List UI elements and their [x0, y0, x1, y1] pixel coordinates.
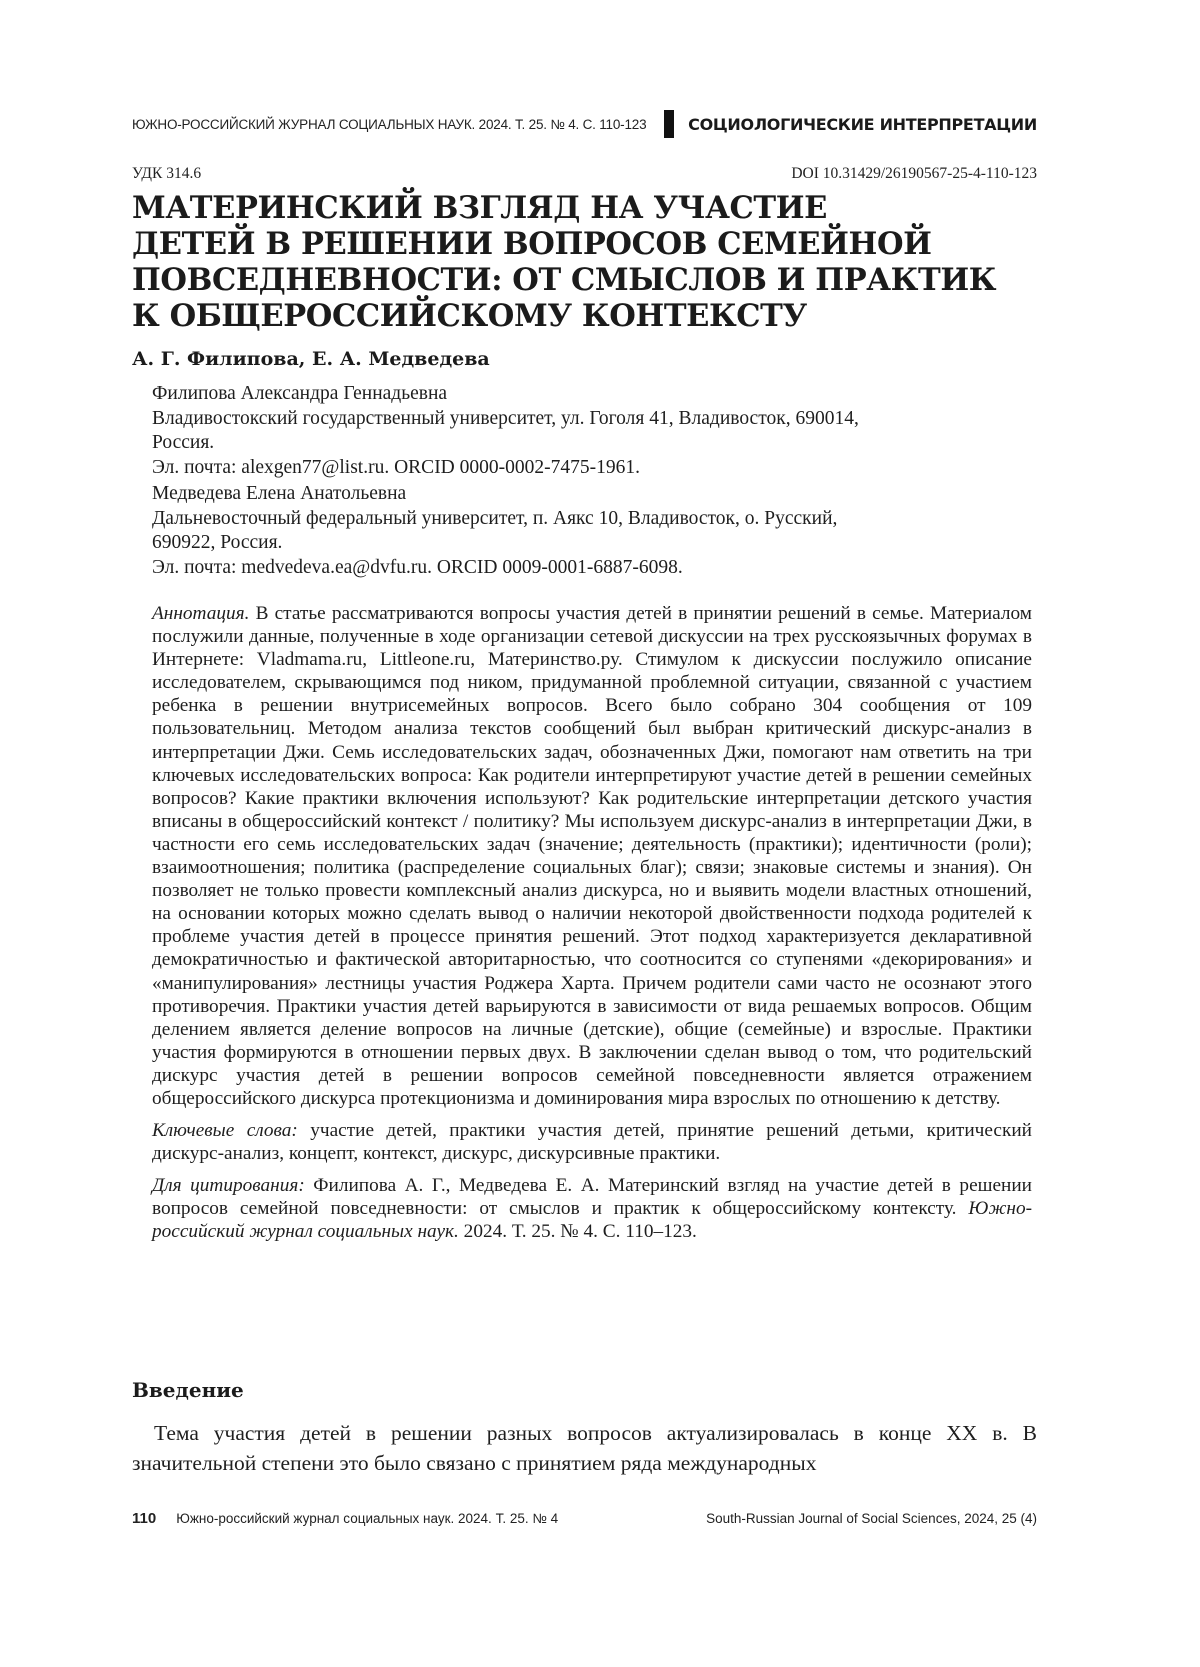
abstract	[152, 602, 1032, 1110]
title-line: МАТЕРИНСКИЙ ВЗГЛЯД НА УЧАСТИЕ	[132, 190, 827, 226]
author-full-name: Филипова Александра Геннадьевна	[152, 383, 448, 404]
keywords-text: участие детей, практики участия детей, принятие решений детьми, критический дискурс-анализ, концепт, контекст, дискурс, дискурсивные практики.	[152, 1120, 1032, 1165]
title-line: К ОБЩЕРОССИЙСКОМУ КОНТЕКСТУ	[132, 298, 807, 334]
author-contacts: Эл. почта: medvedeva.ea@dvfu.ru. ORCID 0009-0001-6887-6098.	[152, 556, 683, 578]
author-full-name: Медведева Елена Анатольевна	[152, 483, 407, 504]
citation-journal: Южно-российский журнал социальных наук.	[152, 1198, 1033, 1243]
article-title	[132, 190, 1037, 334]
abstract-label: Аннотация.	[152, 603, 250, 624]
title-line: ПОВСЕДНЕВНОСТИ: ОТ СМЫСЛОВ И ПРАКТИК	[132, 262, 997, 298]
affiliation-medvedeva	[152, 482, 1032, 580]
footer-left	[132, 1510, 558, 1527]
page-number: 110	[132, 1510, 157, 1527]
author-institution-cont: 690922, Россия.	[152, 532, 283, 553]
keywords-label: Ключевые слова:	[152, 1120, 298, 1142]
running-header-section-label: СОЦИОЛОГИЧЕСКИЕ ИНТЕРПРЕТАЦИИ	[688, 114, 1037, 134]
author-contacts: Эл. почта: alexgen77@list.ru. ORCID 0000-0002-7475-1961.	[152, 456, 640, 478]
title-line: ДЕТЕЙ В РЕШЕНИИ ВОПРОСОВ СЕМЕЙНОЙ	[132, 226, 932, 262]
footer-journal-en: South-Russian Journal of Social Sciences, 2024, 25 (4)	[706, 1511, 1037, 1526]
body-text	[132, 1418, 1037, 1478]
page-footer	[132, 1510, 1037, 1527]
citation-text: Филипова А. Г., Медведева Е. А. Материнский взгляд на участие детей в решении вопросов семейной повседневности: от смыслов и практик к общероссийскому контексту.	[152, 1175, 1032, 1220]
running-header-section	[664, 110, 1037, 138]
running-header	[132, 110, 1037, 138]
author-institution-cont: Россия.	[152, 432, 215, 453]
section-heading-introduction: Введение	[132, 1378, 244, 1402]
affiliation-filipova	[152, 382, 1032, 480]
keywords	[152, 1119, 1032, 1165]
authors: А. Г. Филипова, Е. А. Медведева	[132, 348, 490, 370]
author-institution: Владивостокский государственный университет, ул. Гоголя 41, Владивосток, 690014,	[152, 407, 859, 429]
abstract-block	[152, 602, 1032, 1244]
section-marker-bar	[664, 110, 674, 138]
body-paragraph: Тема участия детей в решении разных вопросов актуализировалась в конце XX в. В значительной степени это было связано с принятием ряда международных	[132, 1421, 1037, 1475]
article-meta	[132, 165, 1037, 183]
udk-code: УДК 314.6	[132, 165, 202, 182]
running-header-journal: ЮЖНО-РОССИЙСКИЙ ЖУРНАЛ СОЦИАЛЬНЫХ НАУК. 2024. Т. 25. № 4. С. 110-123	[132, 116, 647, 132]
author-institution: Дальневосточный федеральный университет, п. Аякс 10, Владивосток, о. Русский,	[152, 507, 838, 529]
abstract-text: В статье рассматриваются вопросы участия детей в принятии решений в семье. Материалом послужили данные, полученные в ходе организации сетевой дискуссии на трех русскоязычных форумах в Интернете: Vladmama.ru, Littleone.ru, Материнство.ру. Стимулом к дискуссии послужило описание исследователем, скрывающимся под ником, придуманной проблемной ситуации, связанной с участием ребенка в решении внутрисемейных вопросов. Всего было собрано 304 сообщения от 109 пользовательниц. Методом анализа текстов сообщений был выбран критический дискурс-анализ в интерпретации Джи. Семь исследовательских задач, обозначенных Джи, помогают нам ответить на три ключевых исследовательских вопроса: Как родители интерпретируют участие детей в решении семейных вопросов? Какие практики включения используют? Как родительские интерпретации детского участия вписаны в общероссийский контекст / политику? Мы используем дискурс-анализ в интерпретации Джи, в частности его семь исследовательских задач (значение; деятельность (практики); идентичности (роли); взаимоотношения; политика (распределение социальных благ); связи; знаковые системы и знания). Он позволяет не только провести комплексный анализ дискурса, но и выявить модели властных отношений, на основании которых можно сделать вывод о наличии некоторой двойственности подхода родителей к проблеме участия детей в процессе принятия решений. Этот подход характеризуется декларативной демократичностью и фактической авторитарностью, что соотносится со ступенями «декорирования» и «манипулирования» лестницы участия Роджера Харта. Причем родители сами часто не осознают этого противоречия. Практики участия детей варьируются в зависимости от вида решаемых вопросов. Общим делением является деление вопросов на личные (детские), общие (семейные) и взрослые. Практики участия формируются в отношении первых двух. В заключении сделан вывод о том, что родительский дискурс участия детей в решении вопросов семейной повседневности является отражением общероссийского дискурса протекционизма и доминирования мира взрослых по отношению к детству.	[152, 603, 1032, 1109]
doi: DOI 10.31429/26190567-25-4-110-123	[791, 165, 1037, 182]
footer-journal-ru: Южно-российский журнал социальных наук. 2024. Т. 25. № 4	[176, 1511, 559, 1526]
citation	[152, 1174, 1032, 1243]
citation-label: Для цитирования:	[152, 1175, 305, 1197]
citation-pages: 2024. Т. 25. № 4. С. 110–123.	[463, 1221, 697, 1243]
